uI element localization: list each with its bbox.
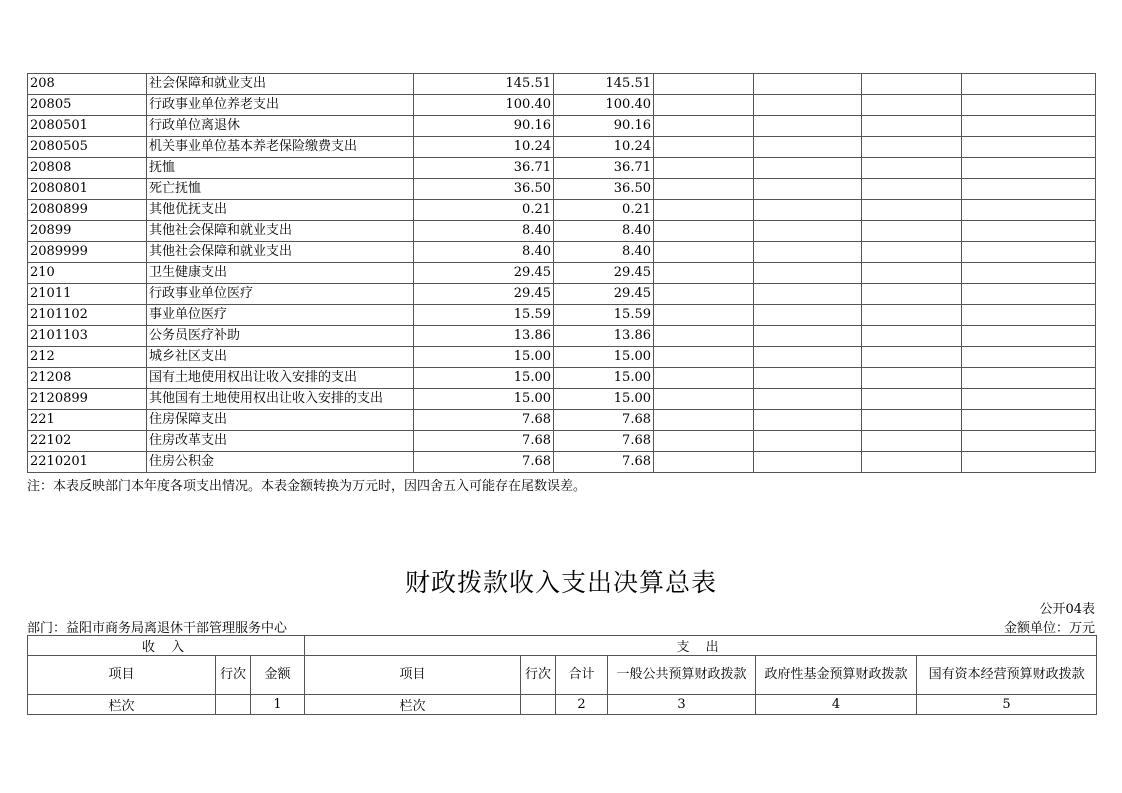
row-empty <box>754 452 862 473</box>
row-empty <box>754 410 862 431</box>
row-empty <box>754 137 862 158</box>
row-empty <box>962 74 1096 95</box>
row-code: 212 <box>28 347 147 368</box>
row-empty <box>754 200 862 221</box>
row-empty <box>862 200 962 221</box>
table-row <box>28 326 1096 347</box>
table-row <box>28 95 1096 116</box>
row-name: 行政事业单位养老支出 <box>147 95 414 116</box>
row-empty <box>654 95 754 116</box>
row-basic: 145.51 <box>554 74 654 95</box>
row-basic: 15.00 <box>554 389 654 410</box>
expense-item-header: 项目 <box>305 656 521 695</box>
row-code: 221 <box>28 410 147 431</box>
row-empty <box>654 284 754 305</box>
row-code: 22102 <box>28 431 147 452</box>
table-row <box>28 158 1096 179</box>
income-item-header: 项目 <box>28 656 216 695</box>
income-amount-header: 金额 <box>251 656 305 695</box>
column-index-label: 栏次 <box>28 695 216 715</box>
row-empty <box>654 221 754 242</box>
row-empty <box>962 95 1096 116</box>
row-code: 208 <box>28 74 147 95</box>
row-empty <box>754 179 862 200</box>
row-code: 20808 <box>28 158 147 179</box>
row-empty <box>962 263 1096 284</box>
row-empty <box>862 242 962 263</box>
row-empty <box>862 116 962 137</box>
row-name: 行政单位离退休 <box>147 116 414 137</box>
table-row <box>28 179 1096 200</box>
row-code: 21208 <box>28 368 147 389</box>
row-empty <box>654 263 754 284</box>
row-code: 2101102 <box>28 305 147 326</box>
row-empty <box>654 431 754 452</box>
table-row <box>28 431 1096 452</box>
table-row <box>28 347 1096 368</box>
row-empty <box>654 200 754 221</box>
row-basic: 15.00 <box>554 368 654 389</box>
row-code: 2210201 <box>28 452 147 473</box>
row-empty <box>862 347 962 368</box>
row-basic: 36.71 <box>554 158 654 179</box>
row-total: 29.45 <box>414 284 554 305</box>
row-empty <box>862 158 962 179</box>
row-empty <box>754 326 862 347</box>
row-empty <box>654 158 754 179</box>
row-empty <box>962 368 1096 389</box>
row-empty <box>862 179 962 200</box>
row-basic: 7.68 <box>554 452 654 473</box>
gov-fund-header: 政府性基金预算财政拨款 <box>756 656 917 695</box>
column-index-1: 1 <box>251 695 305 715</box>
row-total: 15.00 <box>414 368 554 389</box>
column-index-empty <box>216 695 251 715</box>
row-total: 15.59 <box>414 305 554 326</box>
row-basic: 29.45 <box>554 284 654 305</box>
row-empty <box>862 263 962 284</box>
row-name: 城乡社区支出 <box>147 347 414 368</box>
column-index-label-2: 栏次 <box>305 695 521 715</box>
summary-table <box>27 635 1097 715</box>
row-basic: 8.40 <box>554 221 654 242</box>
row-code: 210 <box>28 263 147 284</box>
row-empty <box>754 116 862 137</box>
row-name: 公务员医疗补助 <box>147 326 414 347</box>
row-basic: 13.86 <box>554 326 654 347</box>
row-empty <box>962 158 1096 179</box>
row-empty <box>862 284 962 305</box>
row-empty <box>754 305 862 326</box>
row-name: 卫生健康支出 <box>147 263 414 284</box>
table-row <box>28 389 1096 410</box>
row-empty <box>654 410 754 431</box>
row-empty <box>962 284 1096 305</box>
row-name: 社会保障和就业支出 <box>147 74 414 95</box>
row-empty <box>962 305 1096 326</box>
row-empty <box>754 347 862 368</box>
table-row <box>28 242 1096 263</box>
table-row <box>28 74 1096 95</box>
row-empty <box>754 242 862 263</box>
row-empty <box>862 410 962 431</box>
expense-line-header: 行次 <box>521 656 556 695</box>
table-row <box>28 452 1096 473</box>
row-empty <box>862 95 962 116</box>
column-index-5: 5 <box>917 695 1097 715</box>
row-name: 其他优抚支出 <box>147 200 414 221</box>
row-empty <box>754 284 862 305</box>
row-total: 36.71 <box>414 158 554 179</box>
row-empty <box>754 221 862 242</box>
row-total: 8.40 <box>414 242 554 263</box>
department-label: 部门：益阳市商务局离退休干部管理服务中心 <box>27 621 288 636</box>
table-row <box>28 263 1096 284</box>
row-basic: 29.45 <box>554 263 654 284</box>
row-basic: 15.59 <box>554 305 654 326</box>
row-code: 20805 <box>28 95 147 116</box>
column-index-3: 3 <box>608 695 756 715</box>
row-name: 行政事业单位医疗 <box>147 284 414 305</box>
row-name: 住房公积金 <box>147 452 414 473</box>
row-empty <box>654 305 754 326</box>
row-empty <box>654 368 754 389</box>
row-empty <box>862 389 962 410</box>
row-total: 145.51 <box>414 74 554 95</box>
row-basic: 100.40 <box>554 95 654 116</box>
row-empty <box>754 95 862 116</box>
row-total: 7.68 <box>414 452 554 473</box>
table-row <box>28 305 1096 326</box>
row-total: 100.40 <box>414 95 554 116</box>
row-empty <box>962 221 1096 242</box>
state-capital-header: 国有资本经营预算财政拨款 <box>917 656 1097 695</box>
table-row <box>28 368 1096 389</box>
row-empty <box>754 389 862 410</box>
row-empty <box>862 368 962 389</box>
row-total: 90.16 <box>414 116 554 137</box>
row-total: 7.68 <box>414 431 554 452</box>
table-row <box>28 137 1096 158</box>
table-row <box>28 200 1096 221</box>
row-empty <box>754 158 862 179</box>
row-empty <box>862 74 962 95</box>
row-empty <box>962 179 1096 200</box>
row-empty <box>654 347 754 368</box>
row-basic: 7.68 <box>554 410 654 431</box>
row-empty <box>654 326 754 347</box>
row-name: 其他社会保障和就业支出 <box>147 242 414 263</box>
row-code: 2080899 <box>28 200 147 221</box>
expenditure-detail-table <box>27 73 1096 473</box>
table-row <box>28 284 1096 305</box>
row-empty <box>962 200 1096 221</box>
row-name: 其他国有土地使用权出让收入安排的支出 <box>147 389 414 410</box>
row-name: 国有土地使用权出让收入安排的支出 <box>147 368 414 389</box>
row-name: 事业单位医疗 <box>147 305 414 326</box>
row-empty <box>862 431 962 452</box>
row-code: 2080505 <box>28 137 147 158</box>
row-name: 住房保障支出 <box>147 410 414 431</box>
table-note: 注：本表反映部门本年度各项支出情况。本表金额转换为万元时，因四舍五入可能存在尾数误差。 <box>27 479 587 494</box>
row-total: 29.45 <box>414 263 554 284</box>
row-empty <box>754 368 862 389</box>
form-number: 公开04表 <box>1039 602 1095 617</box>
row-code: 2101103 <box>28 326 147 347</box>
row-empty <box>962 242 1096 263</box>
row-empty <box>654 242 754 263</box>
row-code: 2120899 <box>28 389 147 410</box>
row-total: 13.86 <box>414 326 554 347</box>
row-code: 2080801 <box>28 179 147 200</box>
row-empty <box>962 326 1096 347</box>
row-total: 36.50 <box>414 179 554 200</box>
row-empty <box>962 431 1096 452</box>
row-empty <box>654 389 754 410</box>
row-empty <box>862 326 962 347</box>
table-row <box>28 410 1096 431</box>
row-basic: 36.50 <box>554 179 654 200</box>
row-total: 0.21 <box>414 200 554 221</box>
row-code: 21011 <box>28 284 147 305</box>
row-name: 机关事业单位基本养老保险缴费支出 <box>147 137 414 158</box>
row-empty <box>962 116 1096 137</box>
row-empty <box>654 179 754 200</box>
table-row <box>28 116 1096 137</box>
column-index-2: 2 <box>556 695 608 715</box>
row-total: 8.40 <box>414 221 554 242</box>
row-total: 15.00 <box>414 347 554 368</box>
general-budget-header: 一般公共预算财政拨款 <box>608 656 756 695</box>
row-empty <box>862 137 962 158</box>
table-row <box>28 221 1096 242</box>
row-total: 7.68 <box>414 410 554 431</box>
income-line-header: 行次 <box>216 656 251 695</box>
row-empty <box>962 452 1096 473</box>
row-name: 死亡抚恤 <box>147 179 414 200</box>
row-name: 其他社会保障和就业支出 <box>147 221 414 242</box>
row-basic: 15.00 <box>554 347 654 368</box>
row-empty <box>962 410 1096 431</box>
row-empty <box>654 116 754 137</box>
row-basic: 10.24 <box>554 137 654 158</box>
column-index-empty-2 <box>521 695 556 715</box>
row-total: 15.00 <box>414 389 554 410</box>
row-code: 2080501 <box>28 116 147 137</box>
expense-total-header: 合计 <box>556 656 608 695</box>
row-empty <box>754 431 862 452</box>
row-total: 10.24 <box>414 137 554 158</box>
page-title: 财政拨款收入支出决算总表 <box>404 568 717 597</box>
row-name: 住房改革支出 <box>147 431 414 452</box>
row-empty <box>962 347 1096 368</box>
row-code: 2089999 <box>28 242 147 263</box>
row-empty <box>962 389 1096 410</box>
row-empty <box>654 74 754 95</box>
row-empty <box>862 305 962 326</box>
row-empty <box>754 74 862 95</box>
expense-section-header: 支 出 <box>305 636 1097 656</box>
row-empty <box>862 452 962 473</box>
row-basic: 8.40 <box>554 242 654 263</box>
income-section-header: 收 入 <box>28 636 305 656</box>
row-empty <box>962 137 1096 158</box>
row-empty <box>654 137 754 158</box>
row-code: 20899 <box>28 221 147 242</box>
row-name: 抚恤 <box>147 158 414 179</box>
row-empty <box>862 221 962 242</box>
row-basic: 0.21 <box>554 200 654 221</box>
amount-unit-label: 金额单位：万元 <box>1003 621 1095 636</box>
row-empty <box>754 263 862 284</box>
row-basic: 90.16 <box>554 116 654 137</box>
row-empty <box>654 452 754 473</box>
column-index-4: 4 <box>756 695 917 715</box>
row-basic: 7.68 <box>554 431 654 452</box>
